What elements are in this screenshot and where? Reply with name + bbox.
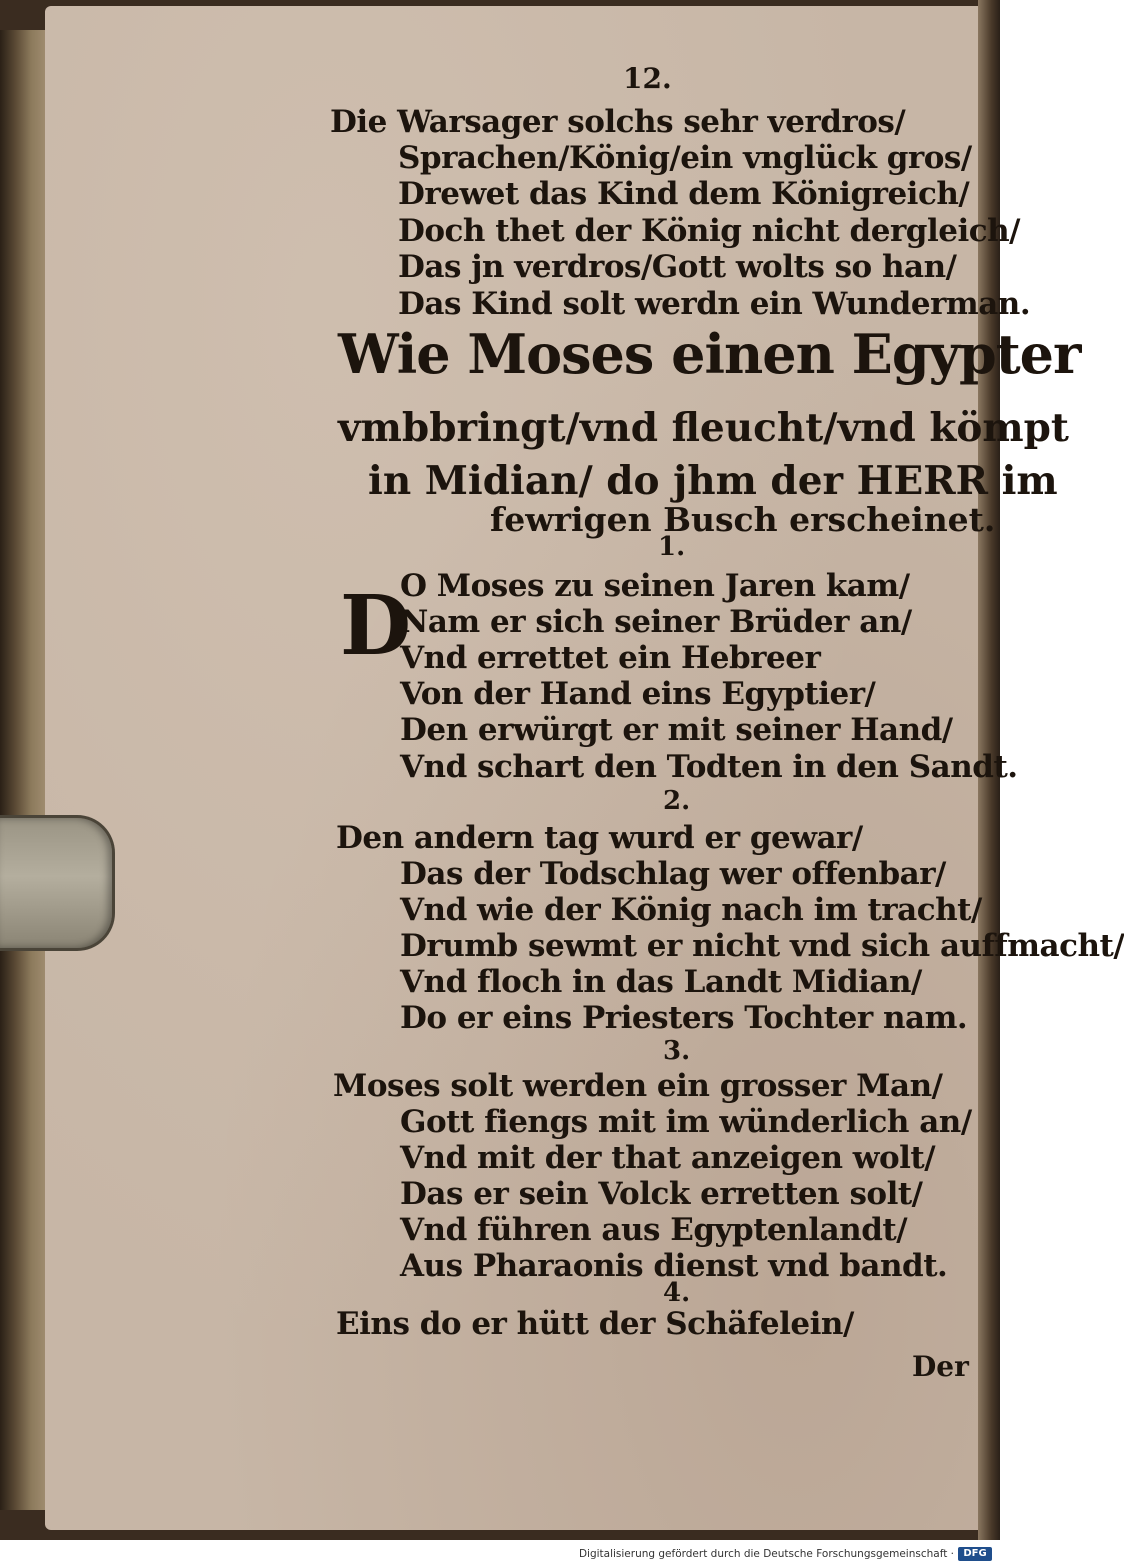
stanza-line: Gott fiengs mit im wünderlich an/ bbox=[400, 1104, 972, 1140]
intro-verse-line: Sprachen/König/ein vnglück gros/ bbox=[398, 140, 972, 176]
funding-credit: Digitalisierung gefördert durch die Deutsche Forschungsgemeinschaft · bbox=[578, 1548, 954, 1560]
catchword: Der bbox=[912, 1350, 969, 1383]
stanza-number: 4. bbox=[663, 1278, 691, 1308]
dfg-logo: DFG bbox=[958, 1547, 992, 1561]
stanza-line: Den andern tag wurd er gewar/ bbox=[336, 820, 863, 856]
stanza-number: 2. bbox=[663, 786, 691, 816]
section-heading-line: vmbbringt/vnd fleucht/vnd kömpt bbox=[338, 405, 1069, 451]
stanza-line: Vnd errettet ein Hebreer bbox=[400, 640, 821, 676]
drop-capital: D bbox=[340, 578, 412, 674]
stanza-line: Vnd führen aus Egyptenlandt/ bbox=[400, 1212, 908, 1248]
page-number: 12. bbox=[623, 62, 672, 95]
section-heading-line: fewrigen Busch erscheinet. bbox=[490, 500, 996, 539]
stanza-number: 3. bbox=[663, 1036, 691, 1066]
stanza-number: 1. bbox=[658, 532, 686, 562]
section-heading-line: in Midian/ do jhm der HERR im bbox=[368, 458, 1058, 504]
stanza-line: Drumb sewmt er nicht vnd sich auffmacht/ bbox=[400, 928, 1124, 964]
stanza-line: Do er eins Priesters Tochter nam. bbox=[400, 1000, 968, 1036]
stanza-line: Vnd wie der König nach im tracht/ bbox=[400, 892, 982, 928]
intro-verse-line: Die Warsager solchs sehr verdros/ bbox=[330, 104, 906, 140]
stanza-line: O Moses zu seinen Jaren kam/ bbox=[400, 568, 910, 604]
stanza-line: Nam er sich seiner Brüder an/ bbox=[400, 604, 912, 640]
stanza-line: Vnd schart den Todten in den Sandt. bbox=[400, 749, 1018, 785]
intro-verse-line: Drewet das Kind dem Königreich/ bbox=[398, 176, 970, 212]
stanza-line: Das er sein Volck erretten solt/ bbox=[400, 1176, 923, 1212]
stanza-line: Eins do er hütt der Schäfelein/ bbox=[336, 1306, 854, 1342]
stanza-line: Von der Hand eins Egyptier/ bbox=[400, 676, 876, 712]
section-heading-line: Wie Moses einen Egypter bbox=[338, 322, 1081, 386]
stanza-line: Den erwürgt er mit seiner Hand/ bbox=[400, 712, 953, 748]
footer-bar bbox=[0, 1540, 1000, 1568]
stanza-line: Aus Pharaonis dienst vnd bandt. bbox=[400, 1248, 948, 1284]
intro-verse-line: Das Kind solt werdn ein Wunderman. bbox=[398, 286, 1031, 322]
book-clasp bbox=[0, 815, 115, 951]
stanza-line: Moses solt werden ein grosser Man/ bbox=[333, 1068, 943, 1104]
intro-verse-line: Doch thet der König nicht dergleich/ bbox=[398, 213, 1020, 249]
stanza-line: Das der Todschlag wer offenbar/ bbox=[400, 856, 946, 892]
intro-verse-line: Das jn verdros/Gott wolts so han/ bbox=[398, 249, 957, 285]
stanza-line: Vnd mit der that anzeigen wolt/ bbox=[400, 1140, 936, 1176]
stanza-line: Vnd floch in das Landt Midian/ bbox=[400, 964, 922, 1000]
